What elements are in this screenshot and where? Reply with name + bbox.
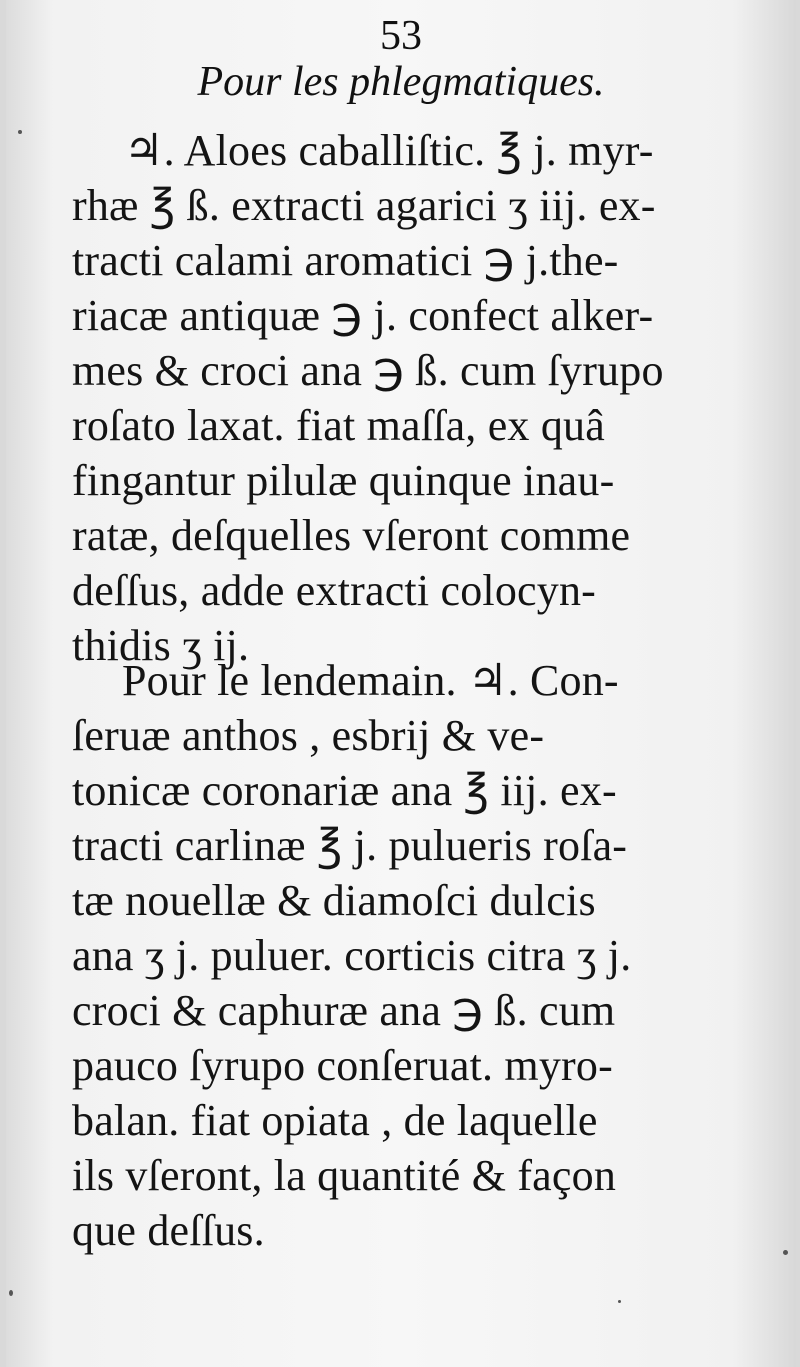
paper-speck [18,130,22,134]
text-line: mes & croci ana ℈ ß. cum ſyrupo [72,346,664,395]
text-line: tæ nouellæ & diamoſci dulcis [72,876,596,925]
text-line: Pour le lendemain. ♃. Con- [122,656,619,705]
section-heading: Pour les phlegmatiques. [197,59,605,105]
text-line: tracti calami aromatici ℈ j.the- [72,236,619,285]
text-line: rhæ ℥ ß. extracti agarici ʒ iij. ex- [72,181,656,230]
text-line: ſeruæ anthos , esbrij & ve- [72,711,545,760]
paper-speck [618,1300,621,1303]
text-line: ils vſeront, la quantité & façon [72,1151,617,1200]
text-line: riacæ antiquæ ℈ j. confect alker- [72,291,654,340]
text-line: balan. fiat opiata , de laquelle [72,1096,598,1145]
text-line: deſſus, adde extracti colocyn- [72,566,597,615]
paper-speck [9,1290,13,1296]
text-line: fingantur pilulæ quinque inau- [72,456,615,505]
book-page [6,0,796,1367]
text-line: roſato laxat. fiat maſſa, ex quâ [72,401,605,450]
paper-speck [783,1250,788,1255]
text-line: ♃. Aloes caballiſtic. ℥ j. myr- [124,126,654,175]
text-line: tracti carlinæ ℥ j. pulueris roſa- [72,821,628,870]
text-line: que deſſus. [72,1206,265,1255]
text-line: ratæ, deſquelles vſeront comme [72,511,631,560]
text-line: croci & caphuræ ana ℈ ß. cum [72,986,616,1035]
text-line: tonicæ coronariæ ana ℥ iij. ex- [72,766,617,815]
text-line: thidis ʒ ij. [72,621,250,670]
page-number: 53 [380,13,422,59]
text-line: ana ʒ j. puluer. corticis citra ʒ j. [72,931,632,980]
text-line: pauco ſyrupo conſeruat. myro- [72,1041,613,1090]
